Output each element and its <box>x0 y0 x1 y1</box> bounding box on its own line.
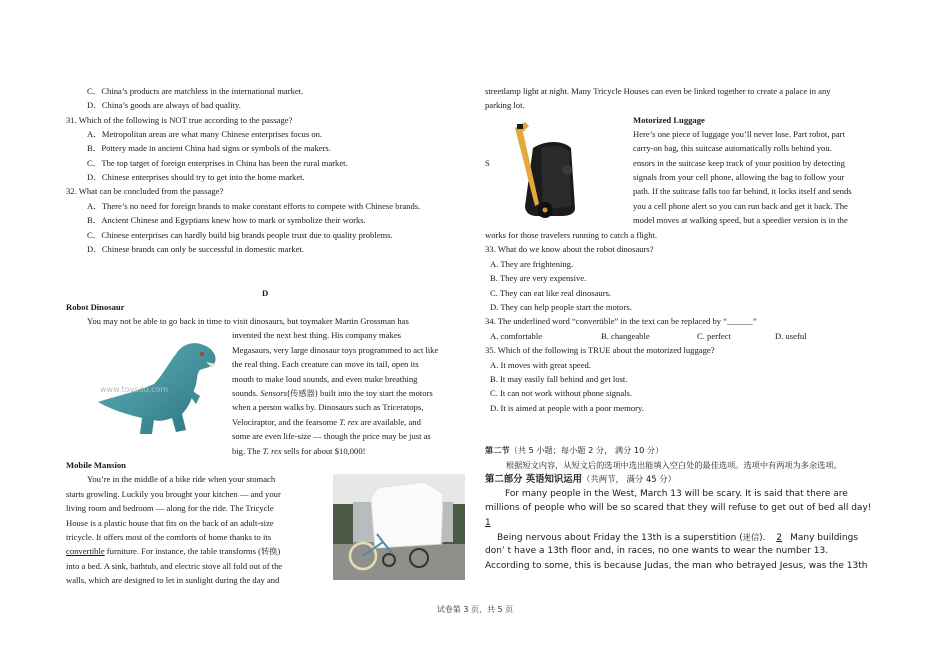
section-scoring: （共 5 小题；每小题 2 分， 满分 10 分） <box>509 445 664 455</box>
luggage-line-1: Here’s one piece of luggage you’ll never lose. Part robot, part <box>633 129 845 139</box>
option-text: Pottery made in ancient China had signs or symbols of the makers. <box>101 143 331 153</box>
luggage-line-7: model moves at walking speed, but a speedier version is in the <box>633 215 848 225</box>
robot-dinosaur-line-3: Megasaurs, very large dinosaur toys programmed to act like <box>232 345 439 355</box>
option-text: China’s products are matchless in the international market. <box>101 86 304 96</box>
luggage-line-5: path. If the suitcase falls too far behind, it locks itself and sends <box>633 186 852 196</box>
option-label: B． <box>87 143 102 153</box>
text: furniture. For instance, the table transforms ( <box>104 546 261 556</box>
mobile-mansion-line-7: into a bed. A sink, bathtub, and electric stove all fold out of the <box>66 561 283 571</box>
option-label: C． <box>87 230 102 240</box>
suitcase-illustration <box>505 118 587 220</box>
q33-option-a: A. They are frightening. <box>490 259 574 269</box>
text: ) <box>277 546 281 556</box>
option-label: D． <box>87 100 102 110</box>
luggage-orphan-s: S <box>485 158 490 168</box>
cloze-line-5: don’ t have a 13th floor and, in races, no one wants to wear the number 13. <box>485 546 829 556</box>
option-text: China’s goods are always of bad quality. <box>101 100 241 110</box>
part-scoring: （共两节， 满分 45 分） <box>582 474 677 484</box>
q34-option-b: B. changeable <box>601 331 650 341</box>
robot-dinosaur-line-2: invented the next best thing. His company makes <box>232 330 401 340</box>
robot-dinosaur-line-9: some are even life-size — though the price may be just as <box>232 431 431 441</box>
q34-option-a: A. comfortable <box>490 331 543 341</box>
option-label: C． <box>87 158 102 168</box>
text: ). <box>759 533 769 543</box>
cloze-line-1: For many people in the West, March 13 will be scary. It is said that there are <box>505 489 848 499</box>
q33-option-d: D. They can help people start the motors. <box>490 302 632 312</box>
robot-dinosaur-line-5: mouth to make loud sounds, and even make breathing <box>232 374 418 384</box>
q33-stem: 33. What do we know about the robot dinosaurs? <box>485 244 654 254</box>
option-label: A． <box>87 129 102 139</box>
mobile-mansion-line-6 <box>66 544 280 558</box>
q32-option-d <box>87 242 304 256</box>
q30-option-d <box>87 98 241 112</box>
text: are available, and <box>358 417 421 427</box>
robot-dinosaur-line-10 <box>232 444 366 458</box>
part-label: 第二部分 英语知识运用 <box>485 474 583 485</box>
mobile-mansion-line-5: tricycle. It offers most of the comforts of home thanks to its <box>66 532 272 542</box>
luggage-line-3: ensors in the suitcase keep track of your position by detecting <box>633 158 845 168</box>
blank-number: 2 <box>776 533 783 543</box>
mobile-mansion-line-8: walls, which are designed to let in sunlight during the day and <box>66 575 280 585</box>
option-text: Chinese enterprises should try to get into the home market. <box>101 172 305 182</box>
q35-option-b: B. It may easily fall behind and get lost. <box>490 374 628 384</box>
q34-option-c: C. perfect <box>697 331 731 341</box>
text: sells for about $10,000! <box>281 446 366 456</box>
cloze-blank-1 <box>485 516 499 530</box>
q30-option-c <box>87 84 303 98</box>
italic-term: Sensors <box>260 388 287 398</box>
text: Many buildings <box>790 533 859 543</box>
cjk-gloss: 转换 <box>260 546 278 556</box>
option-text: Chinese enterprises can hardly build big brands people trust due to quality problems. <box>101 230 393 240</box>
option-text: Metropolitan areas are what many Chinese enterprises focus on. <box>101 129 323 139</box>
section-letter: D <box>262 288 269 298</box>
luggage-line-4: signals from your cell phone, allowing the bag to follow your <box>633 172 845 182</box>
robot-dinosaur-line-1: You may not be able to go back in time to visit dinosaurs, but toymaker Martin Grossman has <box>87 316 409 326</box>
q31-option-d <box>87 170 305 184</box>
motorized-luggage-title: Motorized Luggage <box>633 115 705 125</box>
q32-option-b <box>87 213 366 227</box>
option-label: C． <box>87 86 102 96</box>
mobile-mansion-cont-line-2: parking lot. <box>485 100 525 110</box>
mobile-mansion-title: Mobile Mansion <box>66 460 126 470</box>
q35-option-c: C. It can not work without phone signals. <box>490 388 633 398</box>
text: big. The <box>232 446 263 456</box>
cloze-line-6: According to some, this is because Judas, the man who betrayed Jesus, was the 13th <box>485 561 868 571</box>
cloze-line-2: millions of people who will be so scared that they will refuse to get out of bed all day! <box>485 503 872 513</box>
q35-option-a: A. It moves with great speed. <box>490 360 591 370</box>
watermark: www.toysdu.com <box>100 385 169 394</box>
text: built into the toy start the motors <box>317 388 433 398</box>
option-label: D． <box>87 244 102 254</box>
italic-term: T. rex <box>262 446 282 456</box>
q33-option-c: C. They can eat like real dinosaurs. <box>490 288 612 298</box>
suitcase-image <box>505 118 587 220</box>
tricycle-house-illustration <box>333 474 465 580</box>
q31-option-c <box>87 156 348 170</box>
option-text: Chinese brands can only be successful in domestic market. <box>101 244 304 254</box>
option-label: B． <box>87 215 102 225</box>
q34-stem: 34. The underlined word “convertible” in the text can be replaced by “______” <box>485 316 757 326</box>
q35-option-d: D. It is aimed at people with a poor memory. <box>490 403 644 413</box>
text: sounds. <box>232 388 261 398</box>
dinosaur-illustration <box>96 334 224 442</box>
robot-dinosaur-line-4: the real thing. Each creature can move its tail, open its <box>232 359 419 369</box>
robot-dinosaur-title: Robot Dinosaur <box>66 302 125 312</box>
italic-term: T. rex <box>339 417 359 427</box>
option-text: There’s no need for foreign brands to make constant efforts to compete with Chinese brands. <box>101 201 421 211</box>
luggage-line-6: you a cell phone alert so you can run back and get it back. The <box>633 201 848 211</box>
robot-dinosaur-line-6 <box>232 386 433 400</box>
section-label: 第二节 <box>485 445 510 455</box>
luggage-line-2: carry-on bag, this suitcase automatically rolls behind you. <box>633 143 832 153</box>
robot-dinosaur-line-8 <box>232 415 421 429</box>
part2-heading <box>485 472 676 487</box>
q32-stem: 32. What can be concluded from the passage? <box>66 186 224 196</box>
q35-stem: 35. Which of the following is TRUE about the motorized luggage? <box>485 345 715 355</box>
luggage-last-line: works for those travelers running to catch a flight. <box>485 230 658 240</box>
underlined-word: convertible <box>66 546 105 556</box>
q34-option-d: D. useful <box>775 331 807 341</box>
q32-option-a <box>87 199 420 213</box>
text: Velociraptor, and the fearsome <box>232 417 340 427</box>
q31-option-b <box>87 141 331 155</box>
dinosaur-image <box>96 334 224 442</box>
mobile-mansion-line-1: You’re in the middle of a bike ride when your stomach <box>87 474 276 484</box>
text: Being nervous about Friday the 13th is a superstition ( <box>497 533 743 543</box>
robot-dinosaur-line-7: when a person walks by. Dinosaurs such as Triceratops, <box>232 402 424 412</box>
q31-option-a <box>87 127 322 141</box>
cjk-gloss: (传感器) <box>286 388 318 398</box>
option-text: Ancient Chinese and Egyptians knew how to mark or symbolize their works. <box>101 215 366 225</box>
q33-option-b: B. They are very expensive. <box>490 273 587 283</box>
blank-number: 1 <box>485 518 491 528</box>
section2-heading <box>485 443 663 457</box>
q31-stem: 31. Which of the following is NOT true according to the passage? <box>66 115 293 125</box>
mobile-mansion-line-4: House is a plastic house that fits on the back of an adult-size <box>66 518 274 528</box>
mobile-mansion-line-3: living room and bedroom — along for the ride. The Tricycle <box>66 503 274 513</box>
section2-instruction: 根据短文内容，从短文后的选项中选出能填入空白处的最佳选项。选项中有两项为多余选项。 <box>506 460 842 470</box>
cjk-gloss: 迷信 <box>742 532 760 542</box>
q32-option-c <box>87 228 393 242</box>
page-footer: 试卷第 3 页，共 5 页 <box>436 605 514 614</box>
mobile-mansion-line-2: starts growling. Luckily you brought your kitchen — and your <box>66 489 281 499</box>
mobile-mansion-cont-line-1: streetlamp light at night. Many Tricycle Houses can even be linked together to create a palace in any <box>485 86 831 96</box>
option-text: The top target of foreign enterprises in China has been the rural market. <box>101 158 348 168</box>
option-label: A． <box>87 201 102 211</box>
option-label: D． <box>87 172 102 182</box>
tricycle-house-image <box>333 474 465 580</box>
